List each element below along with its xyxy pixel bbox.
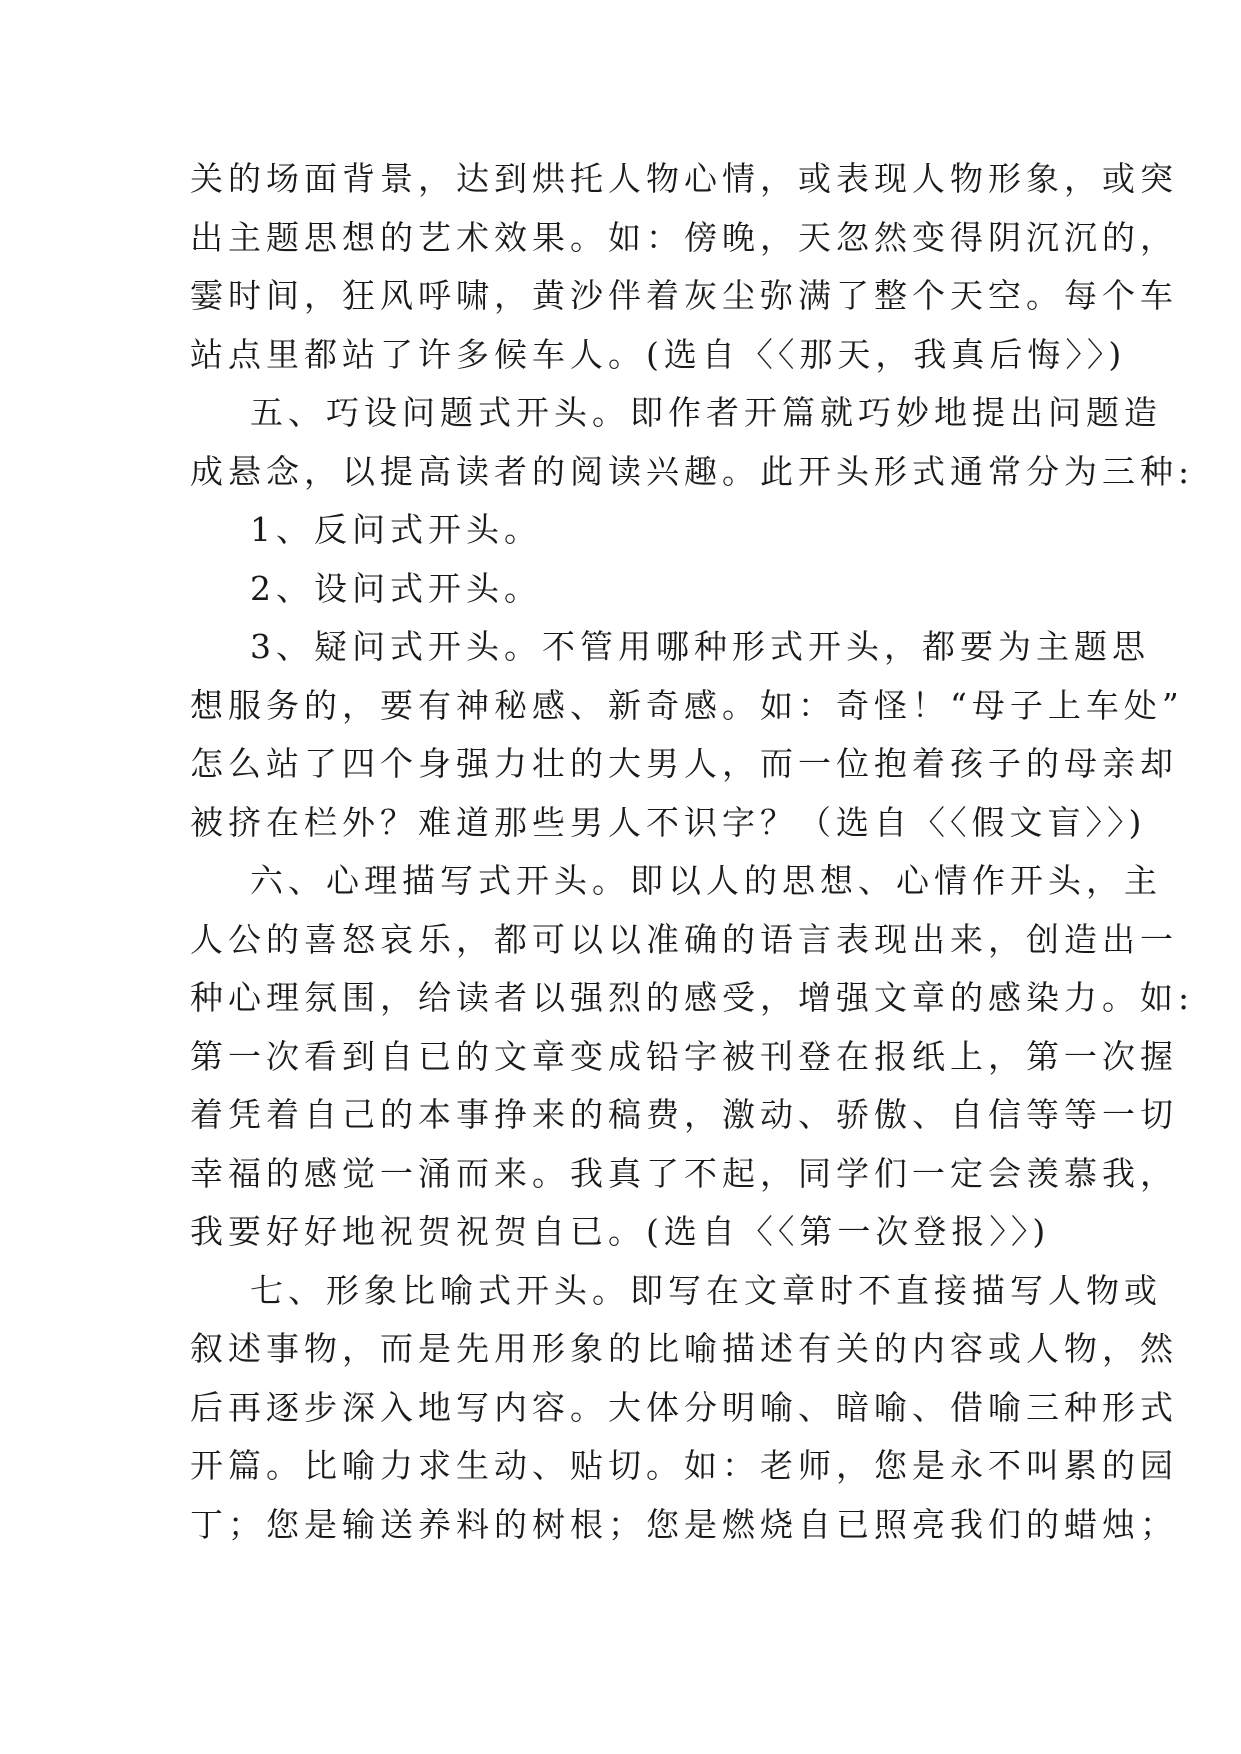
text-line: 开篇。比喻力求生动、贴切。如：老师，您是永不叫累的园 — [190, 1446, 1178, 1485]
text-line: 我要好好地祝贺祝贺自已。(选自〈〈第一次登报〉〉) — [190, 1212, 1051, 1251]
text-line: 后再逐步深入地写内容。大体分明喻、暗喻、借喻三种形式 — [190, 1387, 1178, 1427]
paragraph-heading-line: 五、巧设问题式开头。即作者开篇就巧妙地提出问题造 — [250, 393, 1162, 432]
text-line: 关的场面背景，达到烘托人物心情，或表现人物形象，或突 — [190, 159, 1178, 198]
text-line: 出主题思想的艺术效果。如：傍晚，天忽然变得阴沉沉的， — [190, 217, 1178, 257]
list-item-line: 1、反问式开头。 — [250, 510, 542, 549]
text-line: 第一次看到自已的文章变成铅字被刊登在报纸上，第一次握 — [190, 1036, 1178, 1076]
text-line: 想服务的，要有神秘感、新奇感。如：奇怪！“母子上车处” — [190, 685, 1184, 725]
text-line: 成悬念，以提高读者的阅读兴趣。此开头形式通常分为三种: — [190, 451, 1195, 491]
text-line: 人公的喜怒哀乐，都可以以准确的语言表现出来，创造出一 — [190, 919, 1178, 959]
text-line: 丁；您是输送养料的树根；您是燃烧自已照亮我们的蜡烛； — [190, 1504, 1178, 1544]
text-line: 怎么站了四个身强力壮的大男人，而一位抱着孩子的母亲却 — [190, 744, 1178, 783]
text-line: 被挤在栏外？难道那些男人不识字？（选自〈〈假文盲〉〉) — [190, 802, 1147, 842]
list-item-line: 3、疑问式开头。不管用哪种形式开头，都要为主题思 — [250, 627, 1150, 666]
text-line: 种心理氛围，给读者以强烈的感受，增强文章的感染力。如: — [190, 978, 1195, 1017]
text-line: 幸福的感觉一涌而来。我真了不起，同学们一定会羡慕我， — [190, 1153, 1178, 1193]
paragraph-heading-line: 七、形象比喻式开头。即写在文章时不直接描写人物或 — [250, 1270, 1162, 1310]
text-line: 叙述事物，而是先用形象的比喻描述有关的内容或人物，然 — [190, 1329, 1178, 1368]
text-line: 霎时间，狂风呼啸，黄沙伴着灰尘弥满了整个天空。每个车 — [190, 276, 1178, 315]
text-line: 着凭着自己的本事挣来的稿费，激动、骄傲、自信等等一切 — [190, 1095, 1178, 1134]
document-body — [190, 150, 1195, 1554]
paragraph-heading-line: 六、心理描写式开头。即以人的思想、心情作开头，主 — [250, 861, 1162, 900]
text-line: 站点里都站了许多候车人。(选自〈〈那天，我真后悔〉〉) — [190, 334, 1127, 374]
list-item-line: 2、设问式开头。 — [250, 568, 542, 608]
